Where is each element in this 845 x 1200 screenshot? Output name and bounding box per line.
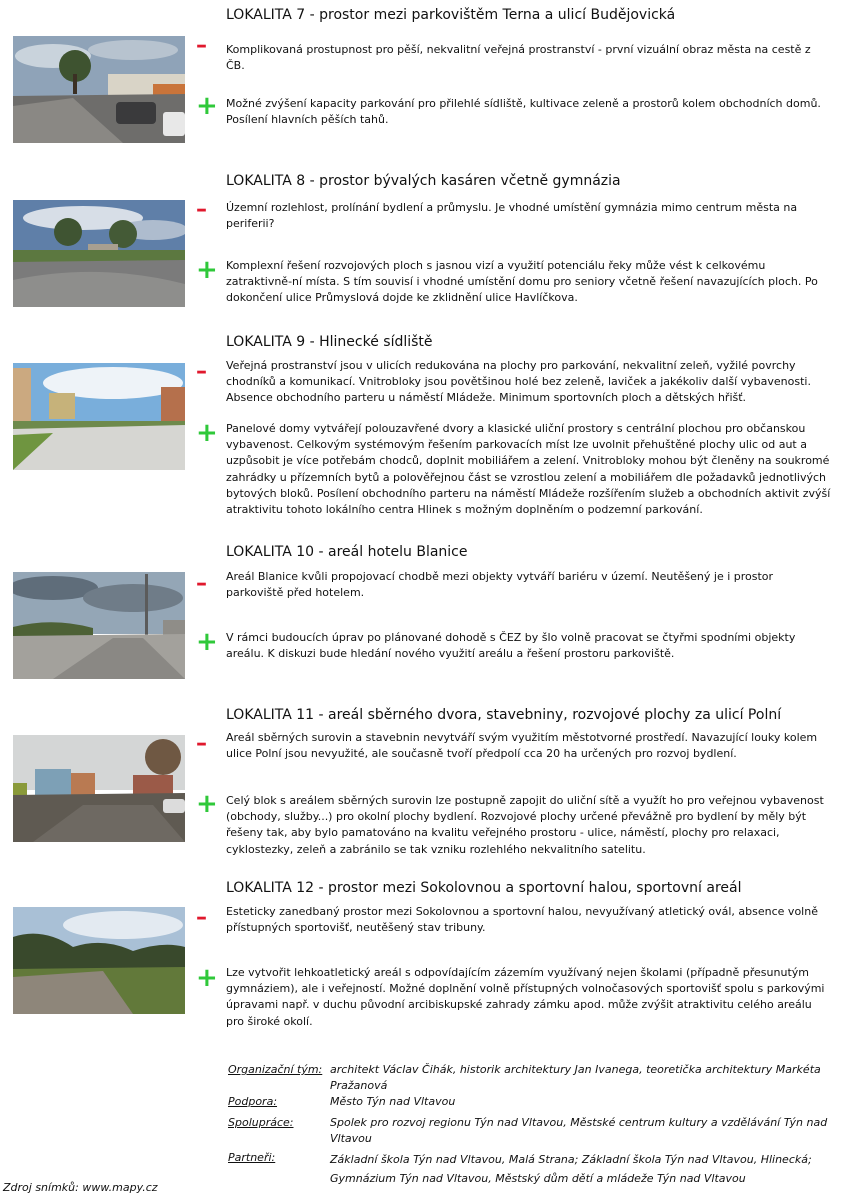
credits-label: Spolupráce: [228,1116,294,1129]
photo-sportovni-areal [13,907,185,1014]
plus-text: Možné zvýšení kapacity parkování pro přilehlé sídliště, kultivace zeleně a prostorů kolem obchodních domů. Posílení hlavních pěších tahů. [226,97,821,127]
plus-icon: + [196,627,218,657]
credits-value: architekt Václav Čihák, historik architektury Jan Ivanega, teoretička architektury Markéta Pražanová [330,1063,821,1092]
minus-icon: – [196,33,207,58]
section-title: LOKALITA 12 - prostor mezi Sokolovnou a sportovní halou, sportovní areál [226,880,742,896]
credits-label: Organizační tým: [228,1063,323,1076]
minus-icon: – [196,571,207,596]
minus-text: Esteticky zanedbaný prostor mezi Sokolovnou a sportovní halou, nevyužívaný atletický ovál, absence volně přístupných sportovišť, neutěšený stav tribuny. [226,905,818,935]
plus-text: Komplexní řešení rozvojových ploch s jasnou vizí a využití potenciálu řeky může vést k celkovému zatraktivně-ní místa. S tím souvisí i vhodné umístění domu pro seniory včetně řešení navazujících ploch. Po dokončení ulice Průmyslová dojde ke zklidnění ulice Havlíčkova. [226,259,818,305]
street-photo [13,735,185,842]
photo-hotel-blanice [13,572,185,679]
section-title: LOKALITA 10 - areál hotelu Blanice [226,544,468,560]
credits-value: Spolek pro rozvoj regionu Týn nad Vltavou, Městské centrum kultury a vzdělávání Týn nad Vltavou [330,1116,828,1145]
credits-value: Základní škola Týn nad Vltavou, Malá Strana; Základní škola Týn nad Vltavou, Hlinecká; Gymnázium Týn nad Vltavou, Městský dům dětí a mládeže Týn nad Vltavou [330,1153,812,1185]
section-title: LOKALITA 11 - areál sběrného dvora, stavebniny, rozvojové plochy za ulicí Polní [226,707,782,723]
credits-label: Podpora: [228,1095,278,1108]
street-photo [13,36,185,143]
plus-text: Celý blok s areálem sběrných surovin lze postupně zapojit do uliční sítě a využít ho pro veřejnou vybavenost (obchody, služby...) pro okolní plochy bydlení. Rozvojové plochy určené převážně pro bydlení by měly být řešeny tak, aby bylo pamatováno na kvalitu veřejného prostoru - ulice, náměstí, plochy pro relaxaci, cyklostezky, zeleň a zabránilo se tak vzniku rozlehlého nekvalitního satelitu. [226,794,824,856]
street-photo [13,200,185,307]
street-photo [13,907,185,1014]
credits-row-support [226,1094,831,1115]
minus-icon: – [196,359,207,384]
minus-text: Areál Blanice kvůli propojovací chodbě mezi objekty vytváří bariéru v území. Neutěšený je i prostor parkoviště před hotelem. [226,570,774,600]
plus-text: V rámci budoucích úprav po plánované dohodě s ČEZ by šlo volně pracovat se čtyřmi spodními objekty areálu. K diskuzi bude hledání nového využití areálu a řešení prostoru parkoviště. [226,631,796,661]
plus-icon: + [196,963,218,993]
minus-text: Areál sběrných surovin a stavebnin nevytváří svým využitím městotvorné prostředí. Navazující louky kolem ulice Polní jsou nevyužité, ale současně tvoří předpolí cca 20 ha určených pro rozvoj bydlení. [226,731,818,761]
photo-hlinecke-sidliste [13,363,185,470]
street-photo [13,363,185,470]
minus-icon: – [196,905,207,930]
credits-row-team [226,1062,831,1094]
photo-kasarna [13,200,185,307]
credits-value: Město Týn nad Vltavou [330,1095,456,1108]
photo-parking-terna [13,36,185,143]
credits-row-partners [226,1150,831,1186]
plus-text: Lze vytvořit lehkoatletický areál s odpovídajícím zázemím využívaný nejen školami (případně přesunutým gymnáziem), ale i veřejností. Možné doplnění volně přístupných volnočasových sportovišť spolu s parkovými úpravami např. v duchu původní arcibiskupské zahrady zámku apod. může zvýšit atraktivitu celého areálu pro široké okolí. [226,966,825,1028]
street-photo [13,572,185,679]
minus-text: Územní rozlehlost, prolínání bydlení a průmyslu. Je vhodné umístění gymnázia mimo centrum města na periferii? [226,201,798,231]
plus-icon: + [196,255,218,285]
minus-icon: – [196,197,207,222]
minus-icon: – [196,731,207,756]
plus-icon: + [196,418,218,448]
credits-row-cooperation [226,1115,831,1150]
photo-sberny-dvur [13,735,185,842]
credits-label: Partneři: [228,1151,276,1164]
plus-icon: + [196,91,218,121]
photo-source: Zdroj snímků: www.mapy.cz [3,1181,158,1194]
plus-text: Panelové domy vytvářejí polouzavřené dvory a klasické uliční prostory s centrální plochou pro občanskou vybavenost. Celkovým systémovým řešením parkovacích míst lze uvolnit přehuštěné plochy ulic od aut a uzpůsobit je více potřebám chodců, doplnit mobiliářem a zelení. Vnitrobloky mohou být členěny na soukromé zahrádky u přízemních bytů a polověřejnou část se vzrostlou zelení a mobiliářem dle požadavků jednotlivých bytových bloků. Posílení obchodního parteru na náměstí Mládeže rozšířením služeb a obchodních aktivit zvýší atraktivitu tohoto lokálního centra Hlinek s možným doplněním o podzemní parkování. [226,422,831,517]
section-title: LOKALITA 7 - prostor mezi parkovištěm Terna a ulicí Budějovická [226,7,676,23]
plus-icon: + [196,789,218,819]
minus-text: Komplikovaná prostupnost pro pěší, nekvalitní veřejná prostranství - první vizuální obraz města na cestě z ČB. [226,43,811,73]
credits-block [226,1062,831,1186]
section-title: LOKALITA 8 - prostor bývalých kasáren včetně gymnázia [226,173,621,189]
section-title: LOKALITA 9 - Hlinecké sídliště [226,334,433,350]
minus-text: Veřejná prostranství jsou v ulicích redukována na plochy pro parkování, nekvalitní zeleň, vyžilé povrchy chodníků a komunikací. Vnitrobloky jsou povětšinou holé bez zeleně, laviček a jakékoliv další vybavenosti. Absence obchodního parteru u náměstí Mládeže. Minimum sportovních ploch a dětských hřišť. [226,359,811,405]
